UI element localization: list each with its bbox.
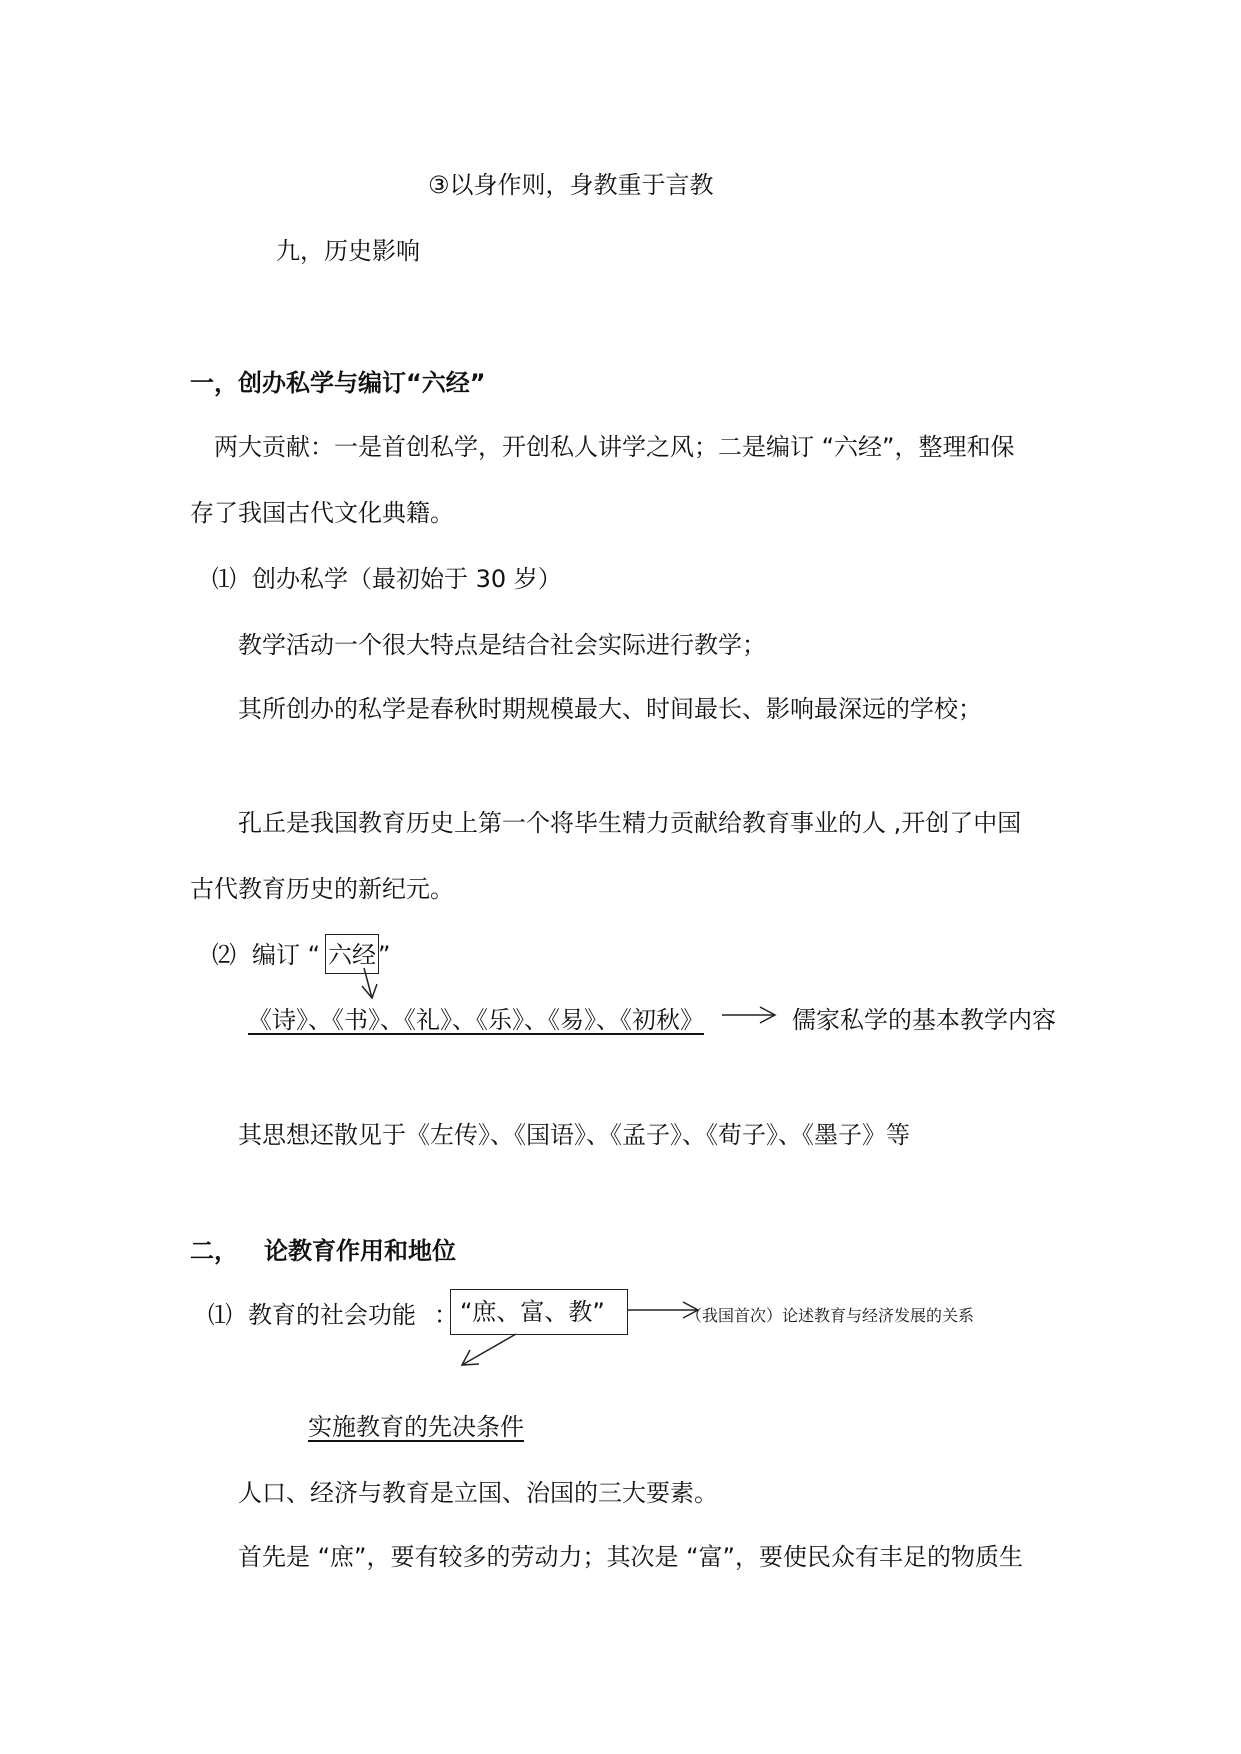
colon-mark: ： [434,1301,458,1329]
item1-paragraph3-line1: 孔丘是我国教育历史上第一个将毕生精力贡献给教育事业的人 ,开创了中国 [238,809,1022,837]
list-number: ⑴ [212,565,236,593]
line-historical-influence: 九，历史影响 [276,237,420,265]
item1-title: 创办私学（最初始于 30 岁） [252,565,562,593]
line-body-practice: ③以身作则，身教重于言教 [428,171,714,199]
item1-paragraph2: 其所创办的私学是春秋时期规模最大、时间最长、影响最深远的学校； [238,695,982,723]
section2-paragraph2: 首先是 “庶”，要有较多的劳动力；其次是 “富”，要使民众有丰足的物质生 [238,1543,1023,1571]
section-heading-1: 一，创办私学与编订“六经” [190,369,486,397]
classics-list: 《诗》、《书》、《礼》、《乐》、《易》、《初秋》 [248,1006,704,1034]
six-classics-label: 六经 [328,941,376,969]
section1-intro-line1: 两大贡献：一是首创私学，开创私人讲学之风；二是编订 “六经”，整理和保 [214,433,1015,461]
section2-paragraph1: 人口、经济与教育是立国、治国的三大要素。 [238,1479,718,1507]
list-number: ⑴ [208,1301,232,1329]
first-discussion-note: （我国首次）论述教育与经济发展的关系 [686,1306,975,1325]
section-heading-2: 论教育作用和地位 [264,1237,456,1265]
section2-item1-title: 教育的社会功能 [248,1301,416,1329]
item1-paragraph1: 教学活动一个很大特点是结合社会实际进行教学； [238,631,766,659]
item2-title-suffix: ” [378,941,391,969]
section-heading-2-number: 二， [190,1237,238,1265]
prerequisite-label: 实施教育的先决条件 [308,1413,524,1441]
item2-title-prefix: 编订 “ [252,941,321,969]
right-arrow-icon [722,1007,775,1023]
down-left-arrow-icon [462,1334,516,1365]
item1-paragraph3-line2: 古代教育历史的新纪元。 [190,875,454,903]
classics-result: 儒家私学的基本教学内容 [792,1006,1056,1034]
section1-intro-line2: 存了我国古代文化典籍。 [190,499,454,527]
item2-paragraph1: 其思想还散见于《左传》、《国语》、《孟子》、《荀子》、《墨子》等 [238,1121,910,1149]
list-number: ⑵ [212,941,236,969]
shu-fu-jiao-label: “庶、富、教” [460,1298,605,1326]
